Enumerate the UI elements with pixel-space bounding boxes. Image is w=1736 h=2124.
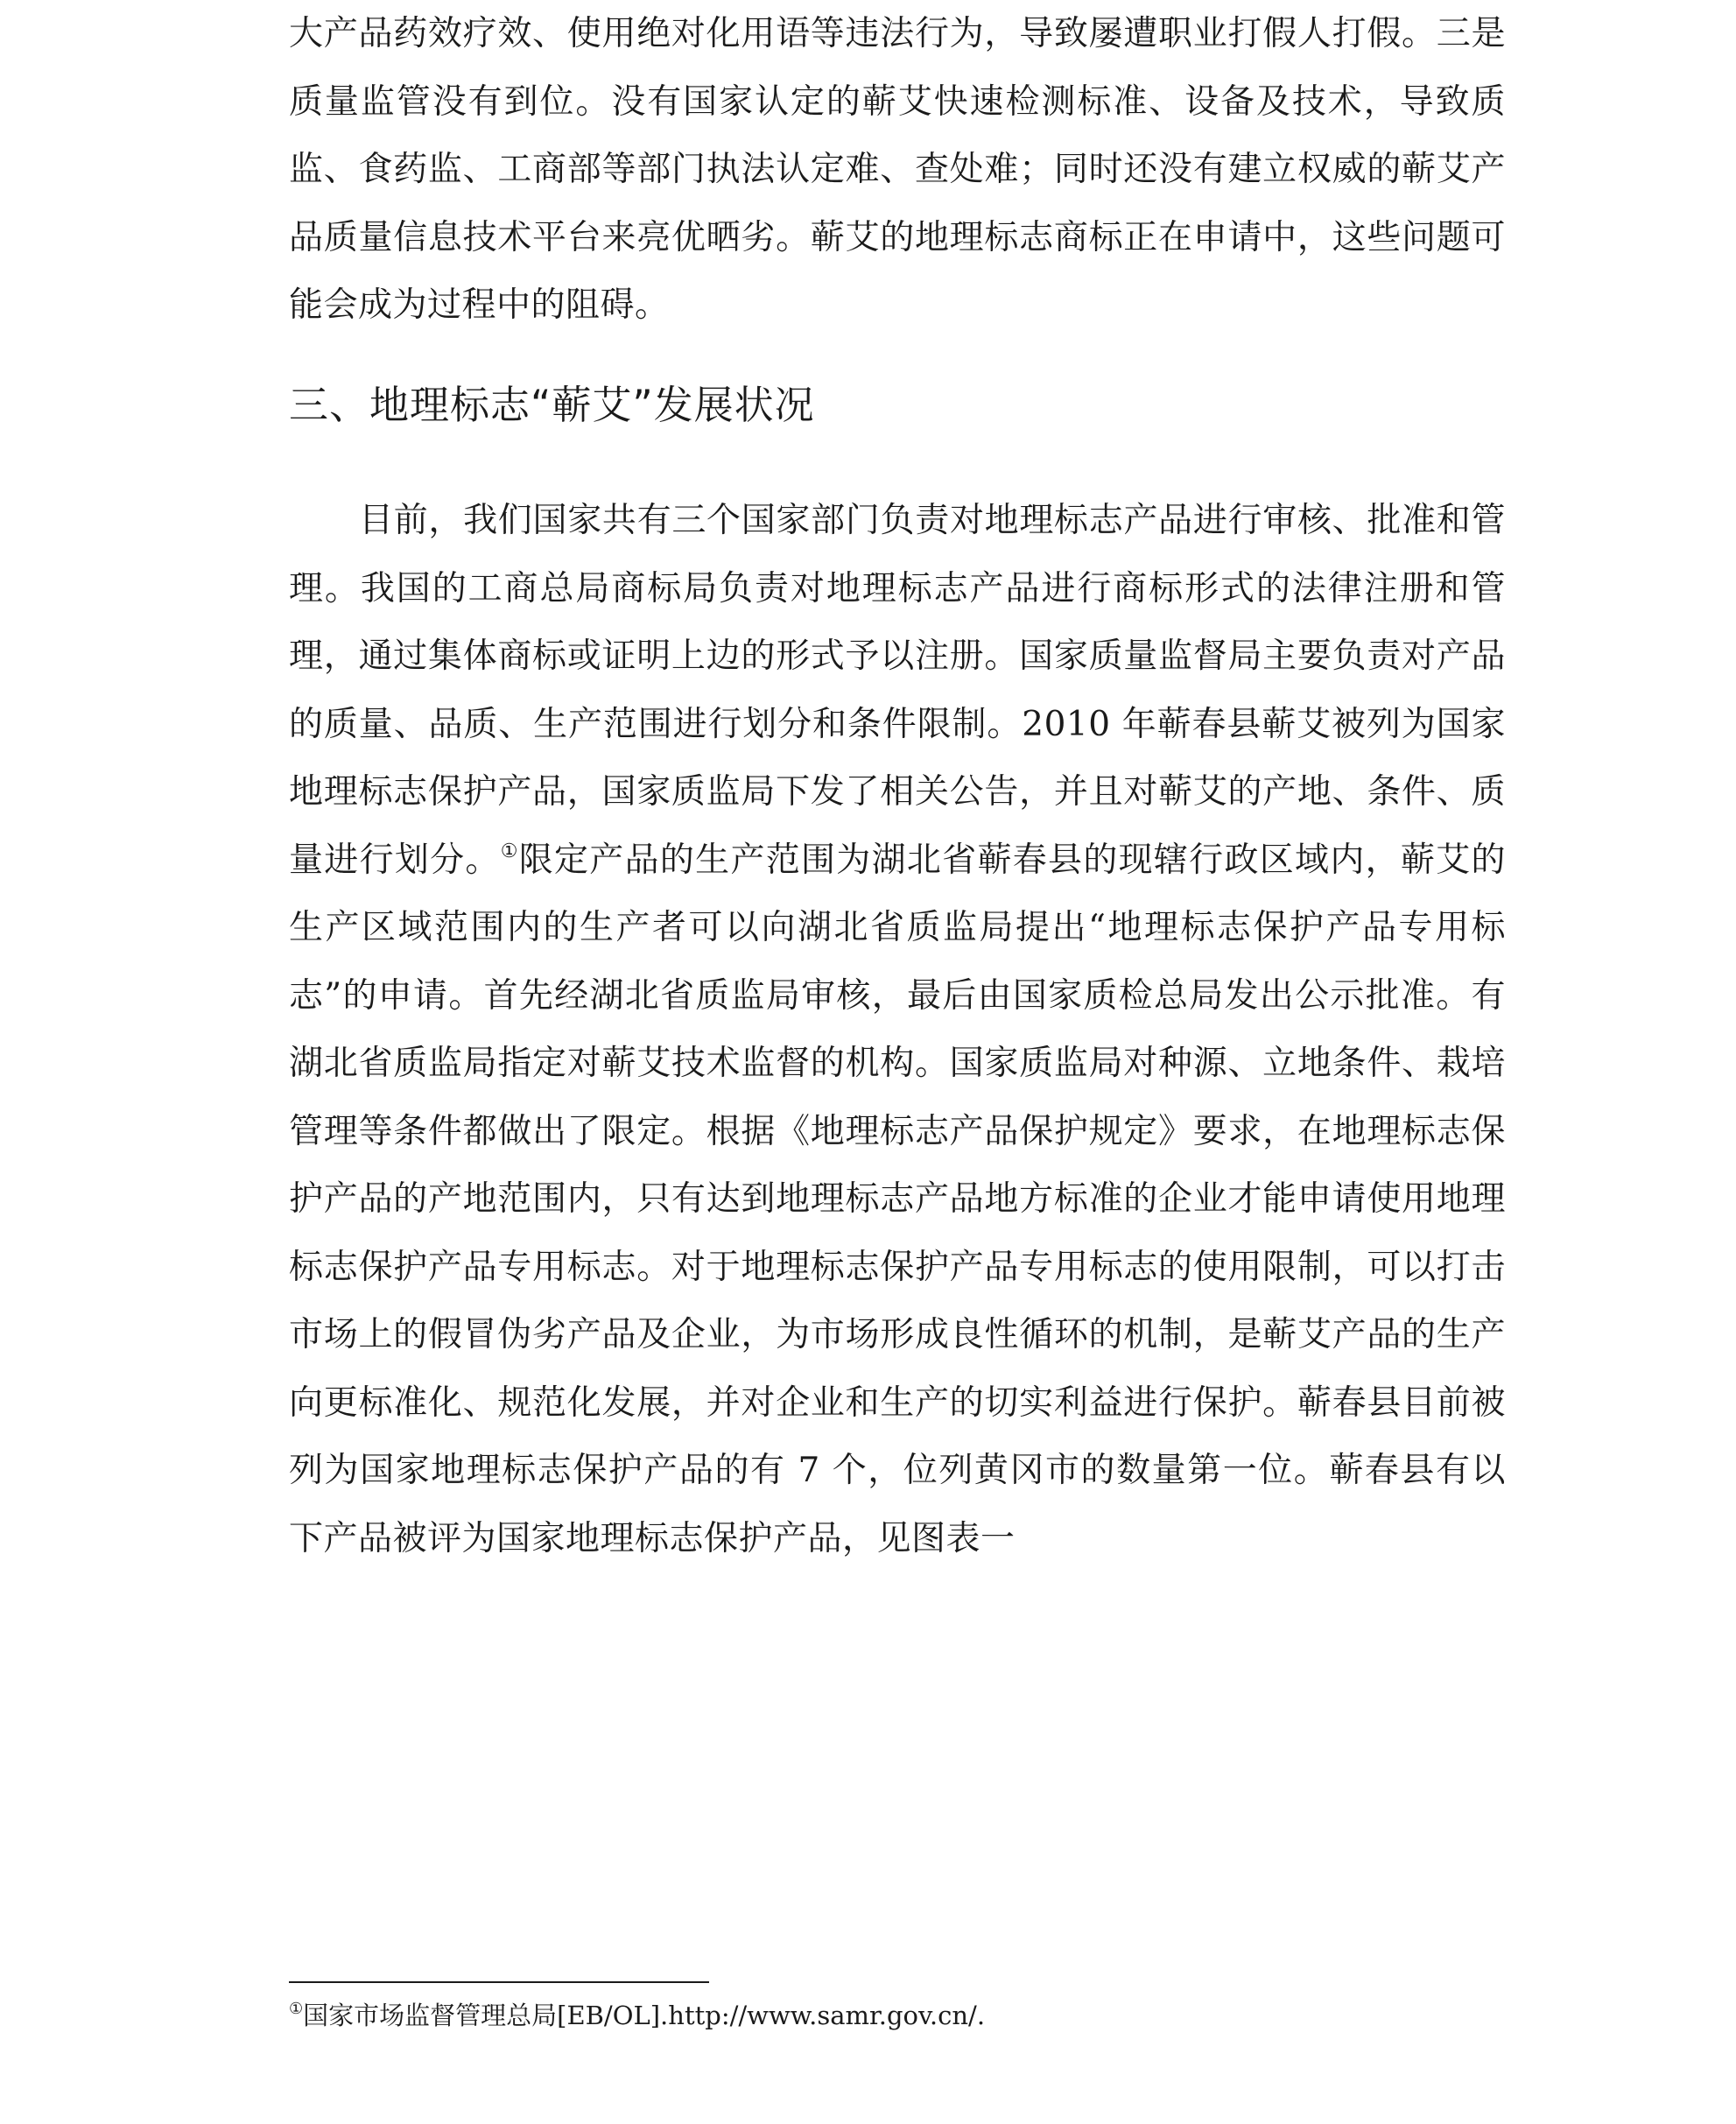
body-paragraph-continued: 大产品药效疗效、使用绝对化用语等违法行为，导致屡遭职业打假人打假。三是质量监管没有到位。没有国家认定的蕲艾快速检测标准、设备及技术，导致质监、食药监、工商部等部门执法认定难、查处难；同时还没有建立权威的蕲艾产品质量信息技术平台来亮优晒劣。蕲艾的地理标志商标正在申请中，这些问题可能会成为过程中的阻碍。 — [289, 14, 1506, 325]
footnote-marker: ① — [289, 2000, 304, 2018]
paragraph-text-part1: 目前，我们国家共有三个国家部门负责对地理标志产品进行审核、批准和管理。我国的工商总局商标局负责对地理标志产品进行商标形式的法律注册和管理，通过集体商标或证明上边的形式予以注册。国家质量监督局主要负责对产品的质量、品质、生产范围进行划分和条件限制。2010 年蕲春县蕲艾被列为国家地理标志保护产品，国家质监局下发了相关公告，并且对蕲艾的产地、条件、质量进行划分。 — [289, 501, 1506, 880]
paragraph-text-part2: 限定产品的生产范围为湖北省蕲春县的现辖行政区域内，蕲艾的生产区域范围内的生产者可以向湖北省质监局提出“地理标志保护产品专用标志”的申请。首先经湖北省质监局审核，最后由国家质检总局发出公示批准。有湖北省质监局指定对蕲艾技术监督的机构。国家质监局对种源、立地条件、栽培管理等条件都做出了限定。根据《地理标志产品保护规定》要求，在地理标志保护产品的产地范围内，只有达到地理标志产品地方标准的企业才能申请使用地理标志保护产品专用标志。对于地理标志保护产品专用标志的使用限制，可以打击市场上的假冒伪劣产品及企业，为市场形成良性循环的机制，是蕲艾产品的生产向更标准化、规范化发展，并对企业和生产的切实利益进行保护。蕲春县目前被列为国家地理标志保护产品的有 7 个，位列黄冈市的数量第一位。蕲春县有以下产品被评为国家地理标志保护产品，见图表一 — [289, 840, 1506, 1558]
footnote-text: 国家市场监督管理总局[EB/OL].http://www.samr.gov.cn/. — [303, 2001, 986, 2030]
footnote-reference-marker[interactable]: ① — [500, 840, 519, 862]
section-heading: 三、地理标志“蕲艾”发展状况 — [289, 382, 815, 428]
body-paragraph-main — [289, 487, 1506, 1572]
footnote-separator-line — [289, 1981, 709, 1983]
footnote — [289, 1998, 985, 2033]
